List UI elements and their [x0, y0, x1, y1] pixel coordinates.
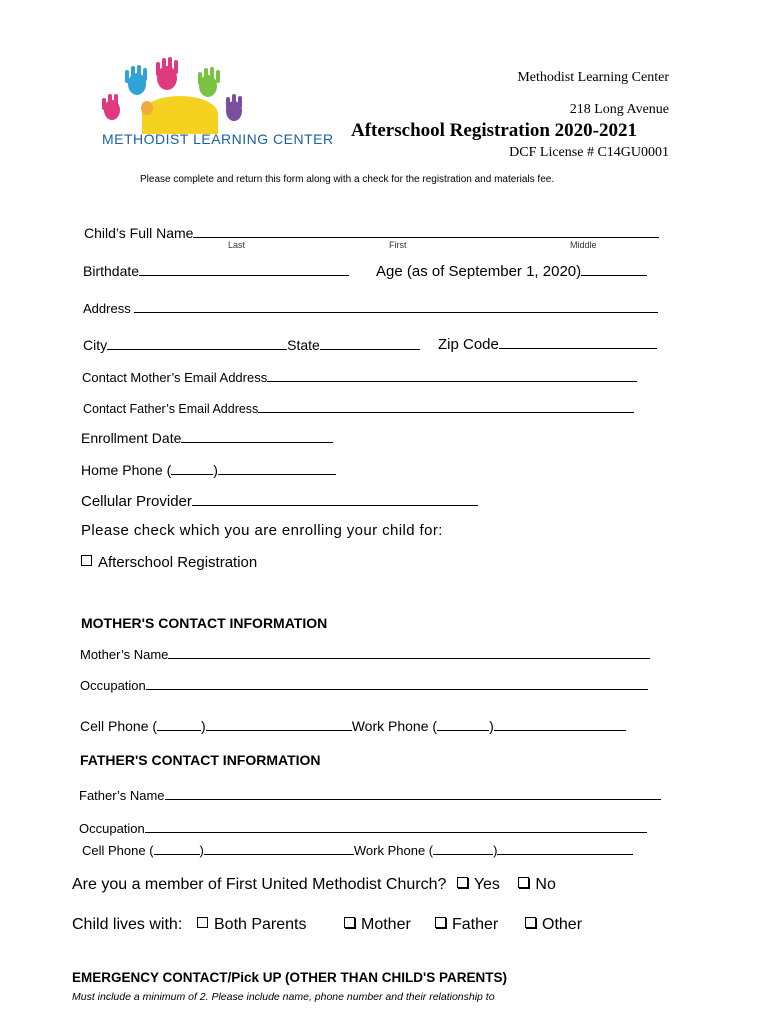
- state-field[interactable]: [320, 335, 420, 350]
- father-occupation-row: [79, 818, 647, 836]
- city-row: [83, 335, 420, 353]
- cellular-label: Cellular Provider: [81, 493, 192, 510]
- emergency-note: Must include a minimum of 2. Please include name, phone number and their relationship to: [72, 991, 495, 1003]
- father-phone-row: [82, 840, 633, 858]
- zip-field[interactable]: [499, 334, 657, 349]
- sub-last: Last: [228, 240, 246, 250]
- father-work-field[interactable]: [497, 840, 633, 855]
- lives-with-label: Child lives with:: [72, 916, 183, 933]
- mother-email-label: Contact Mother’s Email Address: [82, 370, 268, 385]
- lives-father-option[interactable]: [435, 916, 498, 934]
- home-phone-row: [81, 460, 336, 478]
- org-address: 218 Long Avenue: [569, 102, 669, 117]
- mother-work-area-field[interactable]: [437, 716, 489, 731]
- birthdate-label: Birthdate: [83, 263, 140, 279]
- zip-row: [438, 334, 657, 353]
- father-email-field[interactable]: [258, 398, 634, 413]
- checkbox-both-parents[interactable]: [197, 917, 208, 928]
- home-phone-field[interactable]: [218, 460, 336, 475]
- checkbox-mother[interactable]: [344, 917, 355, 928]
- option-afterschool-label: Afterschool Registration: [98, 554, 258, 571]
- option-afterschool[interactable]: [81, 554, 257, 571]
- mother-cell-paren: ): [201, 718, 206, 734]
- father-cell-label: Cell Phone (: [82, 843, 154, 858]
- check-prompt: Please check which you are enrolling your child for:: [81, 522, 443, 539]
- father-email-row: [83, 398, 634, 416]
- mother-cell-label: Cell Phone (: [80, 718, 158, 734]
- lives-father-label: Father: [452, 916, 499, 933]
- father-name-label: Father’s Name: [79, 788, 165, 803]
- mother-cell-area-field[interactable]: [157, 716, 201, 731]
- org-name: Methodist Learning Center: [517, 70, 669, 85]
- home-phone-label: Home Phone (: [81, 462, 172, 478]
- lives-both-label: Both Parents: [214, 916, 307, 933]
- father-work-label: Work Phone (: [353, 843, 434, 858]
- mother-name-row: [80, 644, 650, 662]
- enrollment-label: Enrollment Date: [81, 430, 182, 446]
- address-row: [83, 298, 658, 316]
- father-occupation-label: Occupation: [79, 821, 145, 836]
- age-field[interactable]: [581, 261, 647, 276]
- church-no-label: No: [535, 876, 556, 893]
- mother-cell-field[interactable]: [206, 716, 352, 731]
- father-cell-area-field[interactable]: [154, 840, 200, 855]
- zip-label: Zip Code: [438, 336, 499, 353]
- license-number: DCF License # C14GU0001: [509, 145, 669, 160]
- church-row: [72, 876, 556, 894]
- age-row: [376, 261, 647, 280]
- checkbox-no[interactable]: [518, 877, 529, 888]
- cellular-row: [81, 491, 478, 510]
- father-occupation-field[interactable]: [145, 818, 647, 833]
- mother-phone-row: [80, 716, 626, 734]
- address-field[interactable]: [134, 298, 658, 313]
- mother-occupation-field[interactable]: [146, 675, 648, 690]
- father-name-field[interactable]: [165, 785, 661, 800]
- address-label: Address: [83, 301, 131, 316]
- checkbox-other[interactable]: [525, 917, 536, 928]
- city-label: City: [83, 337, 108, 353]
- father-cell-field[interactable]: [204, 840, 354, 855]
- page-title: Afterschool Registration 2020-2021: [351, 120, 638, 141]
- checkbox-afterschool[interactable]: [81, 555, 92, 566]
- lives-other-option[interactable]: [525, 916, 582, 934]
- father-heading: FATHER'S CONTACT INFORMATION: [80, 752, 321, 768]
- home-phone-paren: ): [213, 462, 218, 478]
- city-field[interactable]: [107, 335, 287, 350]
- father-work-area-field[interactable]: [433, 840, 493, 855]
- birthdate-row: [83, 261, 349, 279]
- mother-occupation-label: Occupation: [80, 678, 146, 693]
- mother-work-label: Work Phone (: [351, 718, 438, 734]
- father-email-label: Contact Father’s Email Address: [83, 402, 259, 416]
- mother-occupation-row: [80, 675, 648, 693]
- father-name-row: [79, 785, 661, 803]
- child-full-name-label: Child’s Full Name: [84, 225, 194, 241]
- emergency-heading: EMERGENCY CONTACT/Pick UP (OTHER THAN CHILD'S PARENTS): [72, 970, 507, 985]
- mother-email-field[interactable]: [267, 367, 637, 382]
- enrollment-row: [81, 428, 333, 446]
- lives-mother-option[interactable]: [344, 916, 411, 934]
- church-question: Are you a member of First United Methodist Church?: [72, 876, 447, 893]
- lives-other-label: Other: [542, 916, 583, 933]
- sub-middle: Middle: [570, 240, 597, 250]
- checkbox-yes[interactable]: [457, 877, 468, 888]
- child-full-name-row: [84, 223, 659, 241]
- lives-both-option[interactable]: [197, 916, 307, 934]
- mother-work-paren: ): [489, 718, 494, 734]
- state-label: State: [287, 337, 320, 353]
- child-full-name-field[interactable]: [193, 223, 659, 238]
- instructions: Please complete and return this form along with a check for the registration and materials fee.: [140, 174, 555, 185]
- father-cell-paren: ): [199, 843, 204, 858]
- father-work-paren: ): [493, 843, 498, 858]
- lives-mother-label: Mother: [361, 916, 411, 933]
- logo-text: METHODIST LEARNING CENTER: [102, 131, 334, 147]
- checkbox-father[interactable]: [435, 917, 446, 928]
- sub-first: First: [389, 240, 407, 250]
- church-yes-label: Yes: [473, 876, 500, 893]
- mother-name-field[interactable]: [168, 644, 650, 659]
- age-label: Age (as of September 1, 2020): [376, 263, 582, 280]
- mother-email-row: [82, 367, 637, 385]
- home-phone-area-field[interactable]: [171, 460, 213, 475]
- cellular-field[interactable]: [192, 491, 478, 506]
- church-no-option[interactable]: [518, 876, 555, 893]
- church-yes-option[interactable]: [457, 876, 500, 893]
- birthdate-field[interactable]: [139, 261, 349, 276]
- enrollment-field[interactable]: [181, 428, 333, 443]
- mother-heading: MOTHER'S CONTACT INFORMATION: [81, 615, 328, 631]
- mother-name-label: Mother’s Name: [80, 647, 169, 662]
- mother-work-field[interactable]: [494, 716, 626, 731]
